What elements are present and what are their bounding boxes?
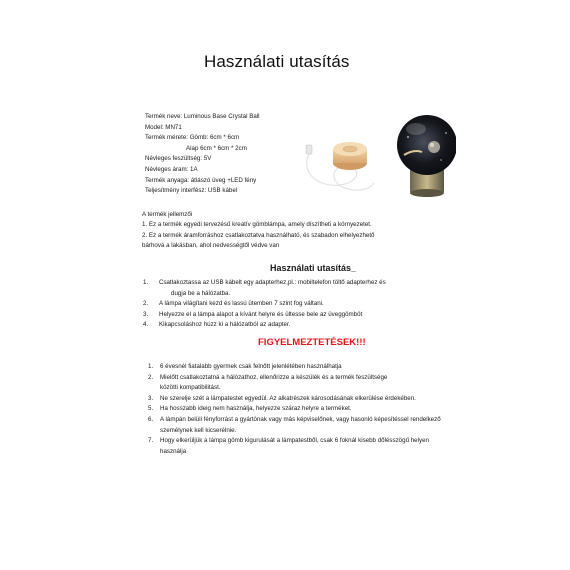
page-title: Használati utasítás [204, 52, 350, 71]
list-item-cont: használja [160, 447, 187, 455]
list-item: 3. Helyezze el a lámpa alapot a kívánt helyre és ültesse bele az üveggömböt [143, 310, 363, 318]
list-item-cont: dugja be a hálózatba. [171, 289, 231, 297]
list-item: 3. Ne szerelje szét a lámpatestet egyedül. Az alkatrészek károsodásának elkerülése érdekében. [148, 394, 416, 402]
list-item: 1. 6 évesnél fiatalabb gyermek csak felnőtt jelenlétében használhatja [148, 363, 342, 370]
spec-interface: Teljesítmény interfész: USB kábel [145, 187, 238, 195]
list-item-cont: közötti kompatibilitást. [160, 384, 221, 392]
warning-heading: FIGYELMEZTETÉSEK!!! [258, 337, 366, 348]
list-item: 2. A lámpa világítani kezd és lassú ütemben 7 szint fog váltani. [143, 300, 324, 307]
feature-item-1: 1. Ez a termék egyedi tervezésű kreatív gömblámpa, amely díszítheti a környezetet. [142, 221, 372, 229]
spec-voltage: Névleges feszültség: 5V [145, 155, 212, 163]
list-item: 4. Kikapcsoláshoz húzz ki a hálózatból az adapter. [143, 321, 291, 328]
spec-size-ball: Termék mérete: Gömb: 6cm * 6cm [145, 134, 240, 142]
warnings-list [148, 362, 448, 457]
list-item: 2. Mielőtt csatlakoztatná a hálózathoz, ellenőrizze a készülék és a termék feszültsége [148, 373, 388, 381]
spec-material: Termék anyaga: átlászó üveg +LED fény [145, 176, 257, 184]
spec-model: Model: MN71 [145, 123, 182, 131]
usage-steps-list [143, 278, 443, 331]
list-item: 7. Hogy elkerüljük a lámpa gömb kigurulását a lámpatestből, csak 6 foknál kisebb dőlésszögű helyen [148, 437, 429, 445]
spec-size-base: Alap 6cm * 6cm * 2cm [186, 144, 247, 152]
list-item: 6. A lámpán belüli fényforrást a gyártónak vagy más képviselőnek, vagy hasonló képesítéssel rendelkező [148, 415, 441, 423]
spec-list [145, 112, 260, 197]
list-item: 5. Ha hosszabb ideig nem használja, helyezze száraz helyre a terméket. [148, 405, 352, 413]
usage-heading: Használati utasítás_ [270, 263, 357, 273]
feature-item-2-cont: bárhová a lakásban, ahol nedvességtől védve van [142, 242, 280, 250]
list-item: 1. Csatlakoztassa az USB kábelt egy adapterhez,pl.: mobiltelefon töltő adapterhez és [143, 279, 386, 286]
feature-item-2: 2. Ez a termék áramforráshoz csatlakoztatva használható, és szabadon elhelyezhető [142, 231, 375, 239]
spec-product-name: Termék neve: Luminous Base Crystal Ball [145, 113, 260, 120]
list-item-cont: személynek kell kicserélnie. [160, 426, 237, 434]
spec-current: Névleges áram: 1A [145, 165, 198, 173]
product-photo [296, 105, 456, 205]
features-heading: A termék jellemzői [142, 211, 193, 218]
features-section [142, 210, 432, 252]
